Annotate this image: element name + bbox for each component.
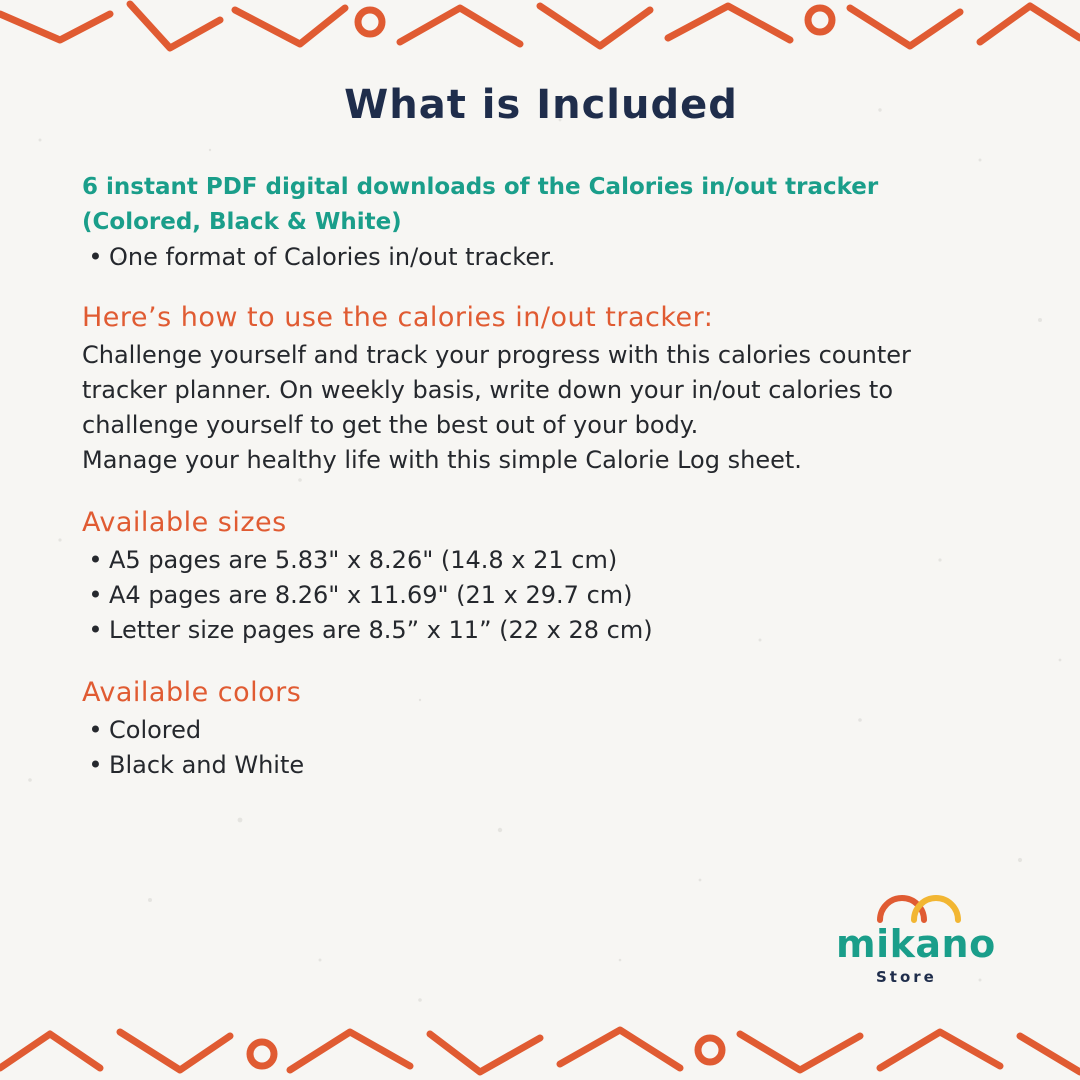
list-item (82, 748, 1022, 783)
page-title: What is Included (344, 82, 738, 128)
sizes-section (82, 503, 1022, 648)
bullet-icon: • (88, 751, 103, 779)
size-item-a5: A5 pages are 5.83" x 8.26" (14.8 x 21 cm) (109, 546, 618, 574)
bullet-icon: • (88, 243, 103, 271)
bullet-icon: • (88, 581, 103, 609)
bullet-icon: • (88, 616, 103, 644)
list-item (82, 713, 1022, 748)
downloads-section (82, 170, 1022, 275)
list-item (82, 578, 1022, 613)
size-item-letter: Letter size pages are 8.5” x 11” (22 x 28 cm) (109, 616, 653, 644)
downloads-heading-line2: (Colored, Black & White) (82, 209, 402, 235)
bottom-decorative-border (0, 1024, 1080, 1080)
top-decorative-border (0, 0, 1080, 56)
colors-heading: Available colors (82, 677, 302, 708)
downloads-heading-line1: 6 instant PDF digital downloads of the Calories in/out tracker (82, 174, 879, 200)
how-to-line: tracker planner. On weekly basis, write down your in/out calories to (82, 376, 893, 404)
color-item-colored: Colored (109, 716, 202, 744)
list-item (82, 613, 1022, 648)
list-item (82, 240, 1022, 275)
downloads-item: One format of Calories in/out tracker. (109, 243, 556, 271)
mikano-store-logo (832, 890, 1002, 990)
size-item-a4: A4 pages are 8.26" x 11.69" (21 x 29.7 cm) (109, 581, 633, 609)
how-to-line: challenge yourself to get the best out of your body. (82, 411, 699, 439)
how-to-line: Manage your healthy life with this simple Calorie Log sheet. (82, 446, 802, 474)
bullet-icon: • (88, 716, 103, 744)
logo-subtitle: Store (876, 968, 937, 986)
logo-arches-icon (876, 890, 966, 924)
color-item-bw: Black and White (109, 751, 305, 779)
sizes-heading: Available sizes (82, 507, 287, 538)
bullet-icon: • (88, 546, 103, 574)
colors-section (82, 673, 1022, 783)
how-to-line: Challenge yourself and track your progress with this calories counter (82, 341, 911, 369)
logo-name: mikano (836, 922, 996, 966)
list-item (82, 543, 1022, 578)
how-to-section (82, 298, 1022, 478)
how-to-heading: Here’s how to use the calories in/out tracker: (82, 302, 714, 333)
